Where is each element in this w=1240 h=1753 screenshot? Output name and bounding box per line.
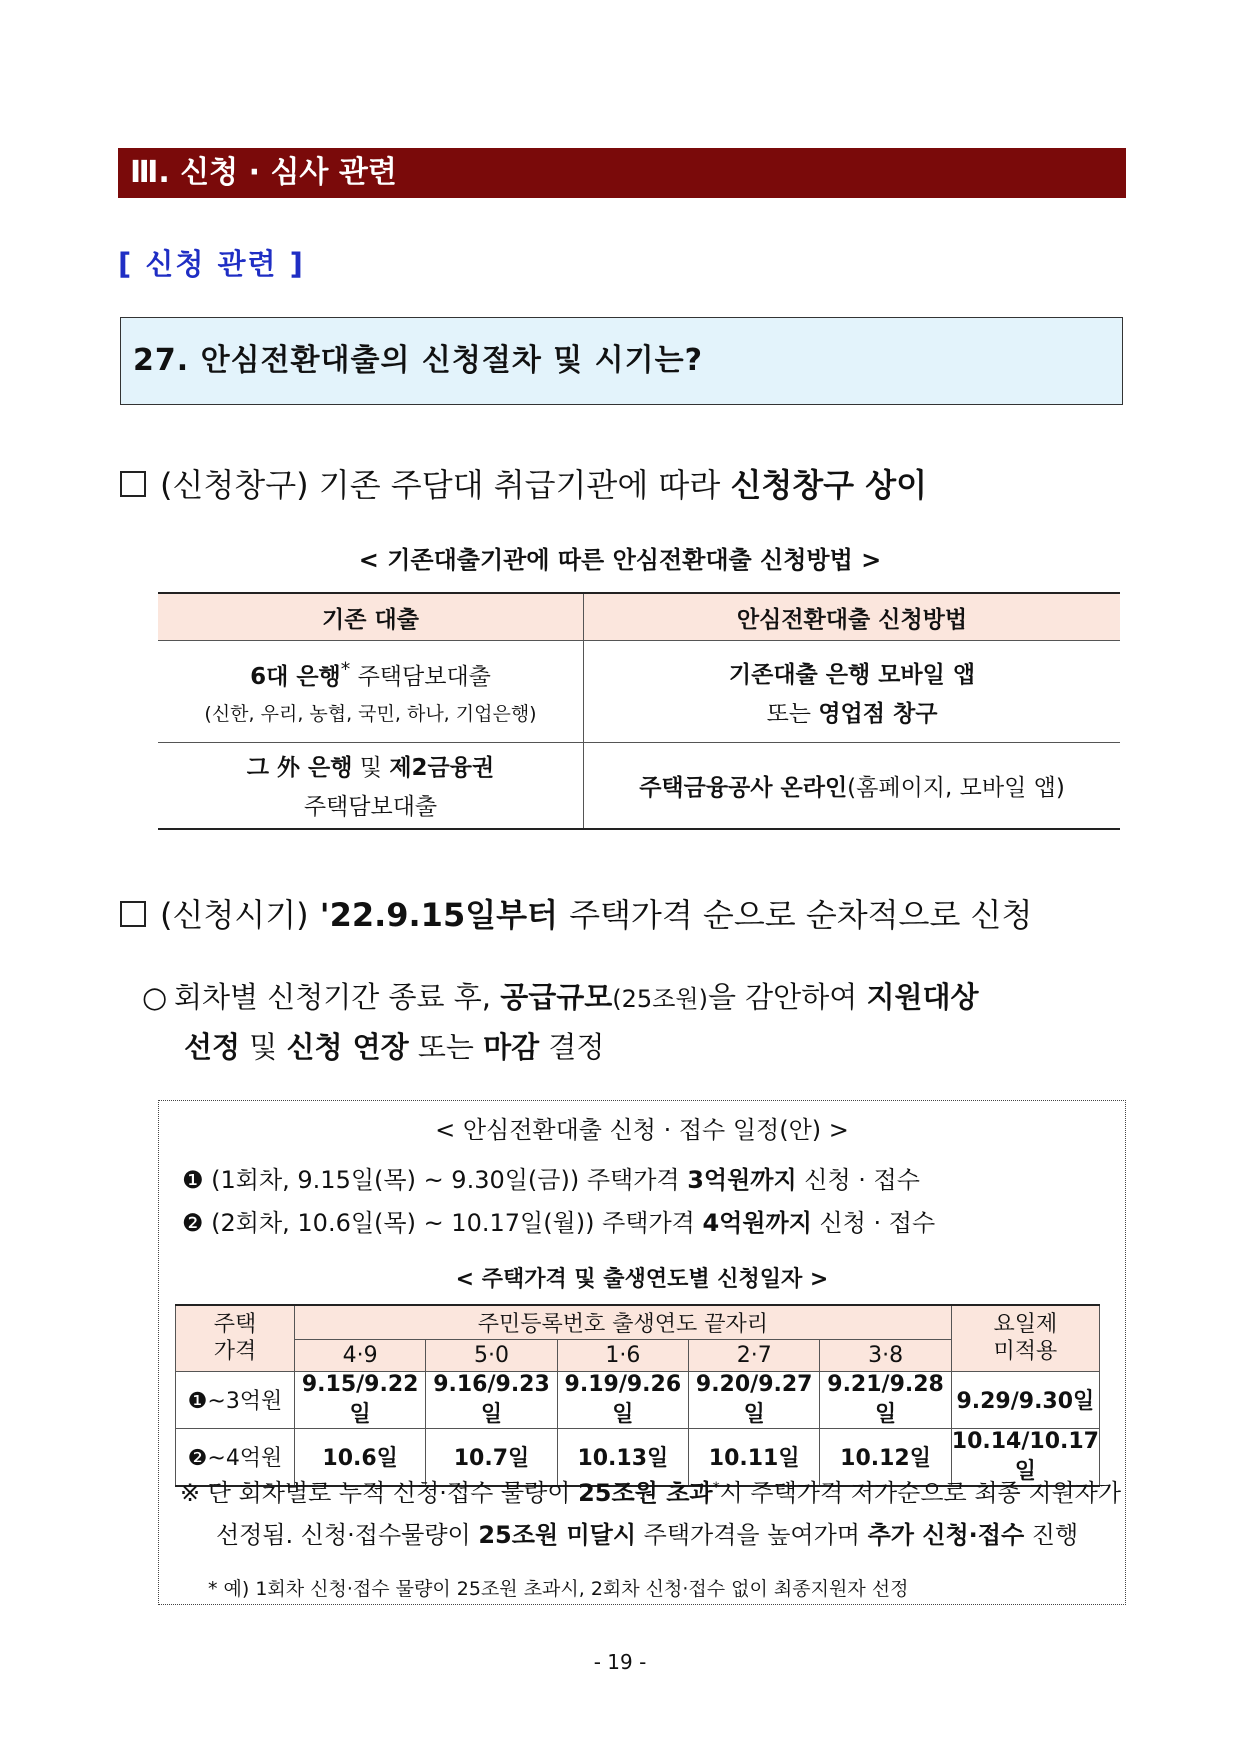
- table-cell: 9.20/9.27일: [689, 1371, 820, 1428]
- circle-bullet-icon: ○: [142, 980, 168, 1014]
- text: 또는: [408, 1030, 484, 1064]
- table-cell: 10.13일: [557, 1428, 688, 1486]
- point-label: (신청시기): [160, 896, 309, 934]
- page-number: - 19 -: [593, 1650, 647, 1674]
- checkbox-square-icon: [120, 901, 146, 927]
- text: 신청 · 접수: [796, 1166, 920, 1194]
- text: 단 회차별로 누적 신청·접수 물량이: [200, 1479, 579, 1507]
- note-line2: [216, 1515, 1078, 1550]
- sub-point-line1: [142, 975, 979, 1016]
- text: (2회차, 10.6일(목) ~ 10.17일(월)) 주택가격: [203, 1209, 703, 1237]
- text: (25조원): [612, 985, 708, 1013]
- point-application-window: [120, 460, 927, 506]
- table2-corner-header: 주택 가격: [176, 1305, 295, 1371]
- text: 회차별 신청기간 종료 후,: [174, 980, 501, 1014]
- table1-header-method: 안심전환대출 신청방법: [584, 593, 1121, 641]
- footnote: * 예) 1회차 신청·접수 물량이 25조원 초과시, 2회차 신청·접수 없이 최종지원자 선정: [208, 1578, 909, 1600]
- table2-caption: < 주택가격 및 출생연도별 신청일자 >: [455, 1267, 829, 1292]
- text: 주택가격을 높여가며: [636, 1521, 868, 1549]
- row-label: ❷~4억원: [176, 1428, 295, 1486]
- digit-header: 1·6: [557, 1339, 688, 1371]
- table-cell: 9.16/9.23일: [426, 1371, 557, 1428]
- text-bold: 25조원 초과: [578, 1479, 713, 1507]
- schedule-item-1: [182, 1160, 920, 1195]
- schedule-title: < 안심전환대출 신청 · 접수 일정(안) >: [435, 1116, 849, 1144]
- table-cell: 10.14/10.17일: [951, 1428, 1099, 1484]
- table-cell: 9.21/9.28일: [820, 1371, 951, 1428]
- text-bold: 선정: [184, 1030, 241, 1064]
- digit-header: 3·8: [820, 1339, 951, 1371]
- digit-header: 4·9: [295, 1339, 426, 1371]
- table1-cell: [584, 743, 1121, 829]
- text: 결정: [539, 1030, 605, 1064]
- schedule-table: [175, 1304, 1100, 1487]
- checkbox-square-icon: [120, 471, 146, 497]
- text: (1회차, 9.15일(목) ~ 9.30일(금)) 주택가격: [203, 1166, 688, 1194]
- table-cell: 10.12일: [820, 1428, 951, 1486]
- table2-last-header: 요일제 미적용: [951, 1305, 1099, 1371]
- bank-group-name: 6대 은행: [250, 663, 341, 690]
- sub-point-line2: [184, 1025, 604, 1066]
- method-line2-pre: 또는: [766, 700, 819, 727]
- hf-online: 주택금융공사 온라인: [639, 774, 848, 801]
- footnote-star: *: [340, 657, 351, 680]
- table1-cell: [584, 641, 1121, 743]
- sub-heading: [ 신청 관련 ]: [118, 247, 305, 281]
- table-row: [158, 743, 1120, 829]
- text-bold: 추가 신청·접수: [867, 1521, 1025, 1549]
- method-line1: 기존대출 은행 모바일 앱: [728, 661, 976, 688]
- table-cell: 10.11일: [689, 1428, 820, 1486]
- text: 시 주택가격 저가순으로 최종 지원자가: [719, 1479, 1122, 1507]
- text: 선정됨. 신청·접수물량이: [216, 1521, 479, 1549]
- point-text: 주택가격 순으로 순차적으로 신청: [569, 896, 1033, 934]
- number-1-icon: ❶: [182, 1166, 204, 1194]
- note-line1: [180, 1473, 1121, 1508]
- footnote-star: *: [712, 1480, 720, 1496]
- method-line2-bold: 영업점 창구: [818, 700, 938, 727]
- point-emphasis: 신청창구 상이: [730, 466, 928, 504]
- table-cell: 10.7일: [426, 1428, 557, 1486]
- text-bold: 공급규모: [500, 980, 613, 1014]
- digit-header: 5·0: [426, 1339, 557, 1371]
- table1-caption: < 기존대출기관에 따른 안심전환대출 신청방법 >: [358, 546, 882, 574]
- text-bold: 마감: [483, 1030, 540, 1064]
- question-title: 27. 안심전환대출의 신청절차 및 시기는?: [120, 317, 1123, 405]
- point-label: (신청창구): [160, 466, 309, 504]
- text: 을 감안하여: [707, 980, 867, 1014]
- table-cell: 9.15/9.22일: [295, 1371, 426, 1428]
- hf-online-detail: (홈페이지, 모바일 앱): [847, 774, 1065, 801]
- digit-header: 2·7: [689, 1339, 820, 1371]
- point-date: '22.9.15일부터: [308, 896, 570, 934]
- other-banks: 그 外 은행: [246, 755, 353, 782]
- number-2-icon: ❷: [182, 1209, 204, 1237]
- table2-group-header: 주민등록번호 출생연도 끝자리: [295, 1305, 952, 1339]
- table-row: [158, 641, 1120, 743]
- table-cell: 9.19/9.26일: [557, 1371, 688, 1428]
- bank-list: (신한, 우리, 농협, 국민, 하나, 기업은행): [204, 702, 537, 725]
- row-label: ❶~3억원: [176, 1371, 295, 1428]
- text: 진행: [1024, 1521, 1079, 1549]
- point-application-period: [120, 890, 1032, 936]
- text: 신청 · 접수: [811, 1209, 936, 1237]
- table-row: [176, 1371, 1100, 1428]
- text-bold: 신청 연장: [286, 1030, 409, 1064]
- loan-type: 주택담보대출: [350, 663, 491, 690]
- application-method-table: [158, 592, 1120, 830]
- text-bold: 25조원 미달시: [478, 1521, 637, 1549]
- second-tier: 제2금융권: [389, 755, 495, 782]
- text-bold: 3억원까지: [687, 1166, 797, 1194]
- table1-header-existing: 기존 대출: [158, 593, 584, 641]
- text-bold: 지원대상: [866, 980, 979, 1014]
- section-title-bar: Ⅲ. 신청 · 심사 관련: [118, 148, 1126, 198]
- table-cell: 10.6일: [295, 1428, 426, 1486]
- schedule-item-2: [182, 1203, 935, 1238]
- reference-mark-icon: ※: [180, 1479, 201, 1507]
- text-bold: 4억원까지: [702, 1209, 812, 1237]
- table1-cell: [158, 743, 584, 829]
- loan-type: 주택담보대출: [303, 794, 438, 821]
- connector: 및: [352, 755, 390, 782]
- point-text: 기존 주담대 취급기관에 따라: [308, 466, 731, 504]
- table1-cell: [158, 641, 584, 743]
- table-cell: 9.29/9.30일: [951, 1371, 1099, 1428]
- text: 및: [240, 1030, 287, 1064]
